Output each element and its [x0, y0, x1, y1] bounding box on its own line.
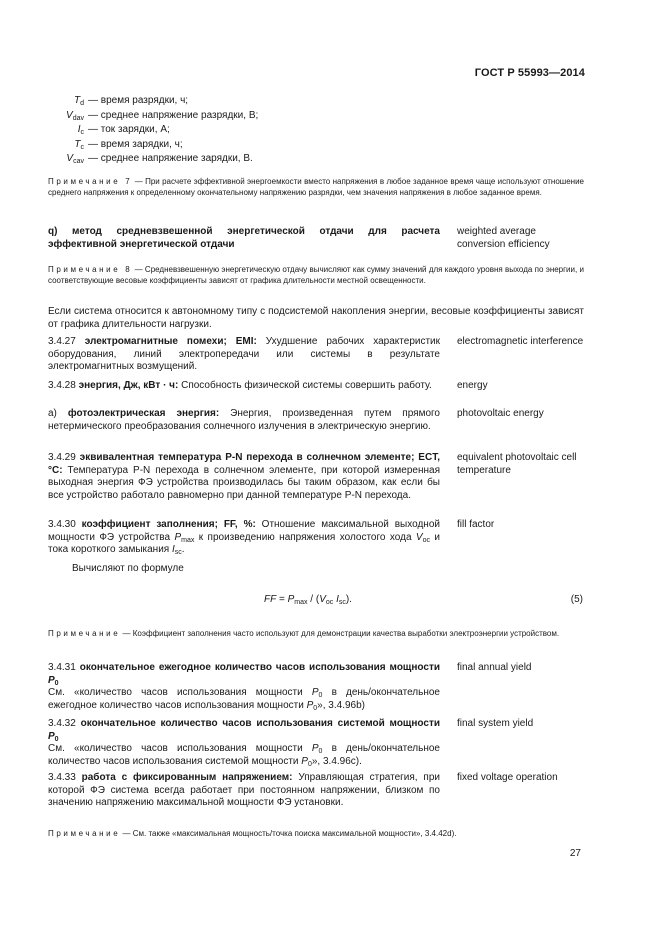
- term-english: weighted average conversion efficiency: [457, 226, 550, 250]
- symbol: $T_c$: [74, 138, 84, 151]
- definition-text: — среднее напряжение зарядки, В.: [88, 153, 253, 165]
- formula-5: [0, 594, 661, 608]
- definition-text: — ток зарядки, А;: [88, 124, 170, 136]
- term-russian: 3.4.32 окончательное количество часов использования системой мощности $P_0$ См. «количество часов использования мощности $P_0$ в день/окончательное количество часов использования системой мощности $P_0$», 3.4.96c).: [48, 718, 440, 768]
- note-7: Примечание 7 — При расчете эффективной энергоемкости вместо напряжения в любое заданное время чаще используют отношение среднего напряжения к определенному окончательному напряжению разрядки, чем значения напряжения в любое заданное время.: [48, 177, 584, 197]
- term-english: equivalent photovoltaic cell temperature: [457, 452, 577, 476]
- page-number: 27: [569, 848, 581, 859]
- term-english: energy: [457, 380, 488, 391]
- term-3-4-31: [48, 662, 584, 712]
- symbol: $V_{dav}$: [66, 109, 84, 122]
- formula-intro: Вычисляют по формуле: [72, 563, 184, 574]
- term-english: electromagnetic interference: [457, 336, 584, 347]
- definition-row: [48, 123, 258, 138]
- term-3-4-30: [48, 519, 584, 557]
- term-russian: q) метод средневзвешенной энергетической отдачи для расчета эффективной энергетической отдачи: [48, 226, 440, 250]
- term-english: fill factor: [457, 519, 495, 530]
- note-8: Примечание 8 — Средневзвешенную энергетическую отдачу вычисляют как сумму значений для каждого уровня выхода по энергии, и соответствующие весовые коэффициенты зависят от графика длительности местной освещенности.: [48, 265, 584, 285]
- note-fill-factor: Примечание — Коэффициент заполнения часто используют для демонстрации качества выработки электроэнергии устройством.: [48, 629, 560, 638]
- term-3-4-33: [48, 772, 584, 810]
- term-english: photovoltaic energy: [457, 408, 544, 419]
- note-last: Примечание — См. также «максимальная мощность/точка поиска максимальной мощности», 3.4.42d).: [48, 829, 457, 838]
- definition-row: [48, 94, 258, 109]
- term-russian: 3.4.27 электромагнитные помехи; EMI: Ухудшение рабочих характеристик оборудования, линий электропередачи или системы в результате электромагнитных возмущений.: [48, 336, 441, 373]
- symbol-definitions: [48, 94, 258, 167]
- term-3-4-28: [48, 380, 584, 393]
- term-3-4-29: [48, 452, 584, 502]
- term-english: fixed voltage operation: [457, 772, 558, 783]
- term-english: final system yield: [457, 718, 534, 729]
- definition-text: — время разрядки, ч;: [88, 95, 189, 106]
- formula-number: (5): [570, 594, 583, 605]
- term-3-4-28-a: [48, 408, 584, 433]
- formula-expression: FF = $P_{max} / (V_{oc}$ $I_{sc}$).: [264, 594, 352, 606]
- symbol: $T_d$: [73, 95, 84, 107]
- term-q-weighted-efficiency: [48, 226, 584, 251]
- term-3-4-27: [48, 336, 584, 374]
- document-code: ГОСТ Р 55993—2014: [474, 67, 585, 79]
- paragraph-autonomous: Если система относится к автономному типу с подсистемой накопления энергии, весовые коэффициенты зависят от графика длительности нагрузки.: [48, 306, 584, 330]
- term-russian: 3.4.29 эквивалентная температура Р-N перехода в солнечном элементе; ECT, °C: Температура Р-N перехода в солнечном элементе, при которой измеренная выходная энергия ФЭ устройства производилась бы таким образом, как если бы все устройство работало равномерно при данной температуре Р-N перехода.: [48, 452, 440, 501]
- definition-row: [48, 152, 258, 167]
- symbol: $V_{cav}$: [66, 153, 84, 166]
- term-russian: 3.4.28 энергия, Дж, кВт · ч: Способность физической системы совершить работу.: [48, 380, 432, 391]
- term-russian: 3.4.33 работа с фиксированным напряжением: Управляющая стратегия, при которой ФЭ система всегда работает при постоянном напряжении, близком по значению напряжению максимальной мощности ФЭ установки.: [48, 772, 440, 809]
- term-russian: а) фотоэлектрическая энергия: Энергия, произведенная путем прямого нетермического преобразования солнечного излучения в электрическую энергию.: [48, 408, 440, 432]
- definition-row: [48, 138, 258, 153]
- term-english: final annual yield: [457, 662, 532, 673]
- definition-row: [48, 109, 258, 124]
- term-russian: 3.4.31 окончательное ежегодное количество часов использования мощности $P_0$ См. «количество часов использования мощности $P_0$ в день/окончательное ежегодное количество часов использования мощности $P_0$», 3.4.96b): [48, 662, 440, 712]
- term-russian: 3.4.30 коэффициент заполнения; FF, %: Отношение максимальной выходной мощности ФЭ устройства $P_{max}$ к произведению напряжения холостого хода $V_{oc}$ и тока короткого замыкания $I_{sc}$.: [48, 519, 440, 557]
- symbol: $I_c$: [77, 124, 84, 137]
- term-3-4-32: [48, 718, 584, 768]
- definition-text: — время зарядки, ч;: [88, 138, 183, 150]
- definition-text: — среднее напряжение разрядки, В;: [88, 109, 259, 121]
